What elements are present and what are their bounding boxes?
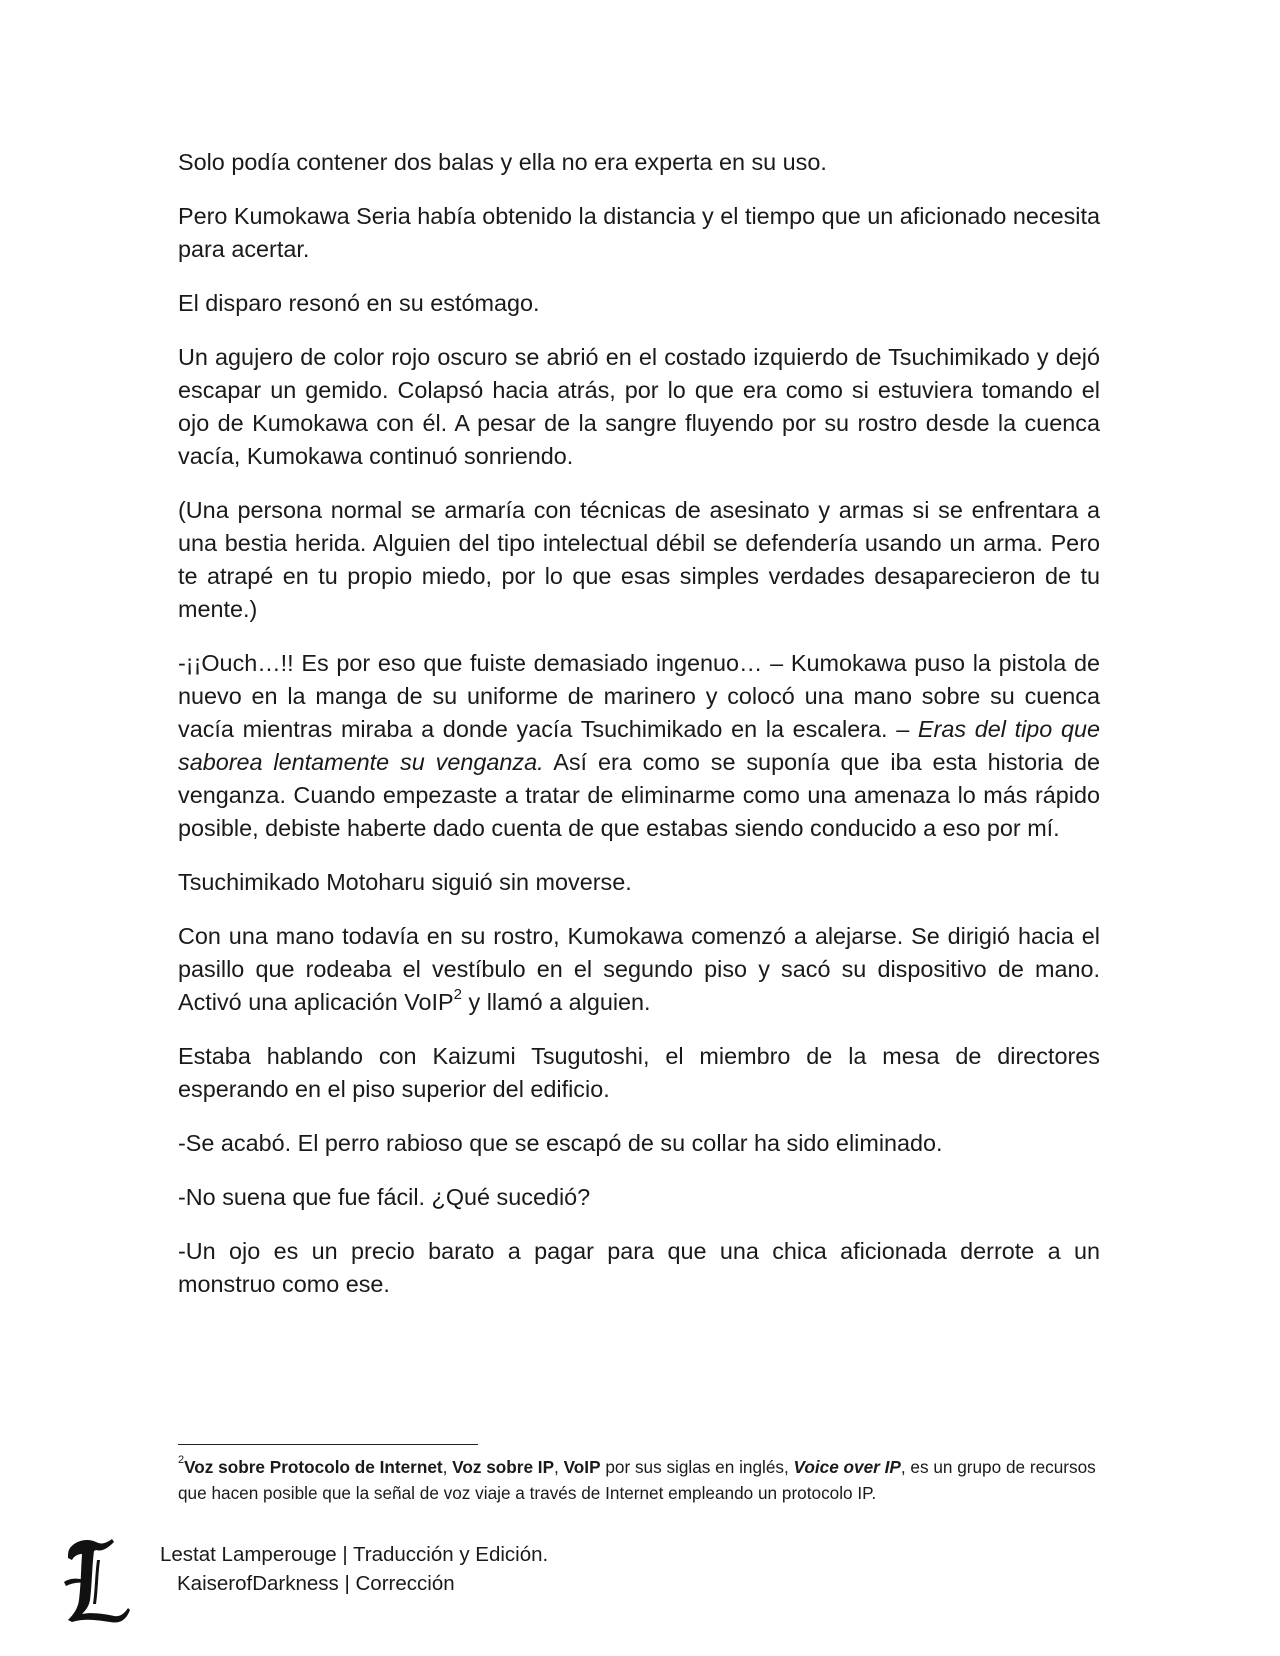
gothic-l-logo-icon bbox=[62, 1534, 132, 1624]
gothic-l-logo-svg bbox=[62, 1534, 132, 1624]
paragraph-2: Pero Kumokawa Seria había obtenido la distancia y el tiempo que un aficionado necesita para acertar. bbox=[178, 203, 1100, 262]
footer-credits bbox=[160, 1540, 548, 1598]
footnote-number: 2 bbox=[178, 1454, 185, 1467]
paragraph-1: Solo podía contener dos balas y ella no era experta en su uso. bbox=[178, 149, 827, 175]
credit-line-correction: KaiserofDarkness | Corrección bbox=[177, 1572, 455, 1595]
paragraph-8 bbox=[178, 920, 1100, 1019]
paragraph-6 bbox=[178, 647, 1100, 845]
paragraph-6-part-1: -¡¡Ouch…!! Es por eso que fuiste demasiado ingenuo… – Kumokawa puso la pistola de nuevo en la manga de su uniforme de marinero y colocó una mano sobre su cuenca vacía mientras miraba a donde yacía Tsuchimikado en la escalera. – bbox=[178, 650, 1100, 742]
paragraph-4: Un agujero de color rojo oscuro se abrió en el costado izquierdo de Tsuchimikado y dejó escapar un gemido. Colapsó hacia atrás, por lo que era como si estuviera tomando el ojo de Kumokawa con él. A pesar de la sangre fluyendo por su rostro desde la cuenca vacía, Kumokawa continuó sonriendo. bbox=[178, 344, 1100, 469]
paragraph-3: El disparo resonó en su estómago. bbox=[178, 290, 540, 316]
paragraph-5: (Una persona normal se armaría con técnicas de asesinato y armas si se enfrentara a una bestia herida. Alguien del tipo intelectual débil se defendería usando un arma. Pero te atrapé en tu propio miedo, por lo que esas simples verdades desaparecieron de tu mente.) bbox=[178, 497, 1100, 622]
paragraph-9: Estaba hablando con Kaizumi Tsugutoshi, el miembro de la mesa de directores esperando en el piso superior del edificio. bbox=[178, 1043, 1100, 1102]
footnote-separator-2: , bbox=[554, 1457, 564, 1477]
paragraph-10: -Se acabó. El perro rabioso que se escapó de su collar ha sido eliminado. bbox=[178, 1130, 943, 1156]
paragraph-7: Tsuchimikado Motoharu siguió sin moverse. bbox=[178, 869, 632, 895]
paragraph-8-part-2: y llamó a alguien. bbox=[462, 989, 651, 1015]
paragraph-8-part-1: Con una mano todavía en su rostro, Kumokawa comenzó a alejarse. Se dirigió hacia el pasillo que rodeaba el vestíbulo en el segundo piso y sacó su dispositivo de mano. Activó una aplicación VoIP bbox=[178, 923, 1100, 1015]
credit-line-translation: Lestat Lamperouge | Traducción y Edición. bbox=[160, 1543, 549, 1566]
paragraph-6-italic: Eras del tipo que saborea lentamente su venganza. bbox=[178, 716, 1100, 775]
paragraph-6-part-2: Así era como se suponía que iba esta historia de venganza. Cuando empezaste a tratar de eliminarme como una amenaza lo más rápido posible, debiste haberte dado cuenta de que estabas siendo conducido a eso por mí. bbox=[178, 749, 1100, 841]
footnote-text-1: por sus siglas en inglés, bbox=[600, 1457, 794, 1477]
footnote-term-1: Voz sobre Protocolo de Internet bbox=[184, 1457, 443, 1477]
footnote-term-4: Voice over IP bbox=[793, 1457, 901, 1477]
paragraph-12: -Un ojo es un precio barato a pagar para que una chica aficionada derrote a un monstruo como ese. bbox=[178, 1238, 1100, 1297]
footnote-divider bbox=[178, 1444, 478, 1445]
footnote-separator-1: , bbox=[442, 1457, 453, 1477]
footnote-term-3: VoIP bbox=[563, 1457, 601, 1477]
body-text bbox=[178, 146, 1100, 1322]
footnote-text-2: , es un grupo de recursos que hacen posible que la señal de voz viaje a través de Internet empleando un protocolo IP. bbox=[178, 1457, 1096, 1503]
footnote-ref[interactable]: 2 bbox=[453, 986, 463, 1004]
paragraph-11: -No suena que fue fácil. ¿Qué sucedió? bbox=[178, 1184, 591, 1210]
footnote-term-2: Voz sobre IP bbox=[452, 1457, 555, 1477]
footnote bbox=[178, 1454, 1100, 1506]
